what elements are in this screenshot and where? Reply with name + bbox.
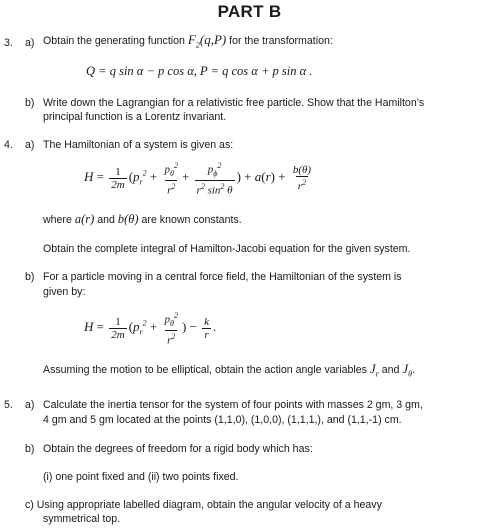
q5b-line1: Obtain the degrees of freedom for a rigid body which has: xyxy=(43,443,313,455)
q3b-line1: Write down the Lagrangian for a relativistic free particle. Show that the Hamilton’s xyxy=(43,97,425,109)
q4a-where-and: and xyxy=(97,214,115,226)
q3a-function xyxy=(187,32,227,50)
q4b-and: and xyxy=(381,364,400,376)
q4b-hamiltonian-equation: H = $\frac{1}{2m}$ ($p_r^2$ + $\frac{p_\theta^2}{r^2}$ ) − $\frac{k}{r}$ . xyxy=(84,311,217,347)
q4b-label: b) xyxy=(25,271,35,283)
q3a-function-args: (q,P) xyxy=(199,32,227,47)
q4a-obtain: Obtain the complete integral of Hamilton-Jacobi equation for the given system. xyxy=(43,243,411,255)
q5a-line1: Calculate the inertia tensor for the system of four points with masses 2 gm, 3 gm, xyxy=(43,399,423,411)
q4a-hamiltonian-equation: H = $\frac{1}{2m}$ ($p_r^2$ + $\frac{p_\theta^2}{r^2}$ + $\frac{p_\phi^2}{r^2 \sin^2 \theta}$ ) + a(r) + $\frac{b(\theta)}{r^2}$ xyxy=(84,161,312,197)
q5b-label: b) xyxy=(25,443,35,455)
q4-number: 4. xyxy=(4,139,13,151)
q4b-jtheta-sub: θ xyxy=(408,369,413,379)
q4b-line2: given by: xyxy=(43,286,86,298)
q5c-line2: symmetrical top. xyxy=(43,513,121,525)
q3a-label: a) xyxy=(25,37,35,49)
q3a-function-sub: 2 xyxy=(195,40,200,50)
q5a-line2: 4 gm and 5 gm located at the points (1,1,0), (1,0,0), (1,1,1,), and (1,1,-1) cm. xyxy=(43,414,402,426)
q4a-where-b: b(θ) xyxy=(117,212,139,226)
q5a-label: a) xyxy=(25,399,35,411)
q4a-intro: The Hamiltonian of a system is given as: xyxy=(43,139,234,151)
q4b-period: . xyxy=(412,364,416,376)
q4a-where-pre: where xyxy=(43,214,72,226)
q4b-assume-pre: Assuming the motion to be elliptical, obtain the action angle variables xyxy=(43,364,367,376)
q3a-equation: Q = q sin α − p cos α, P = q cos α + p sin α . xyxy=(86,64,313,78)
q3a-statement xyxy=(43,33,333,53)
q5c-line1: c) Using appropriate labelled diagram, obtain the angular velocity of a heavy xyxy=(25,499,382,511)
part-title: PART B xyxy=(217,2,282,21)
q5-number: 5. xyxy=(4,399,13,411)
q4b-assume-line xyxy=(43,362,415,382)
q4a-where-line xyxy=(43,212,242,227)
q3b-line2: principal function is a Lorentz invariant. xyxy=(43,111,227,123)
q4a-label: a) xyxy=(25,139,35,151)
q3a-text-pre: Obtain the generating function xyxy=(43,35,185,47)
q4b-jr-sub: r xyxy=(375,369,379,379)
q3a-text-post: for the transformation: xyxy=(229,35,333,47)
q4a-where-a: a(r) xyxy=(74,212,95,226)
q3b-label: b) xyxy=(25,97,35,109)
q4b-jr: J xyxy=(369,361,376,376)
q5b-line2: (i) one point fixed and (ii) two points fixed. xyxy=(43,471,239,483)
q4b-jtheta: J xyxy=(402,361,409,376)
q3a-function-name: F xyxy=(187,32,196,47)
q3-number: 3. xyxy=(4,37,13,49)
q4b-line1: For a particle moving in a central force field, the Hamiltonian of the system is xyxy=(43,271,402,283)
q4a-where-post: are known constants. xyxy=(141,214,242,226)
